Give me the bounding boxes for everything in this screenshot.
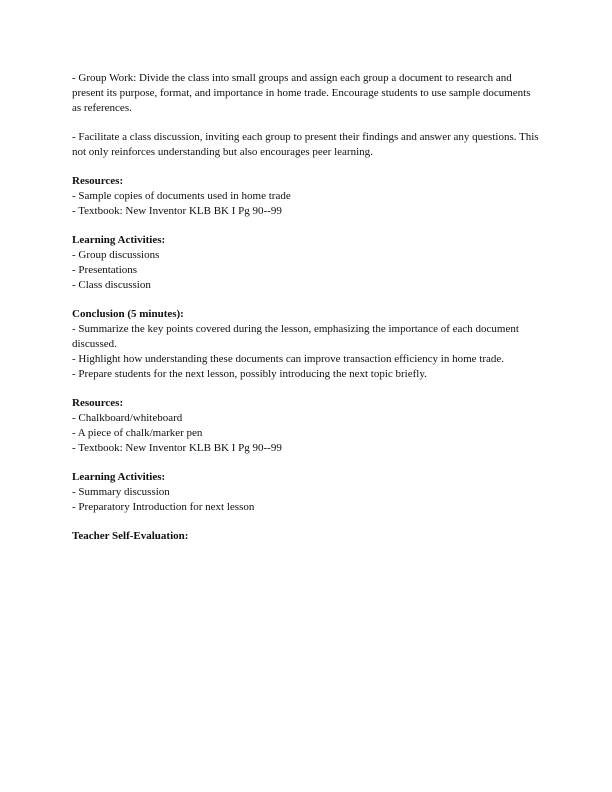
conclusion-heading: Conclusion (5 minutes):: [72, 308, 184, 320]
learning-activities-heading: Learning Activities:: [72, 471, 166, 483]
self-evaluation-heading: Teacher Self-Evaluation:: [72, 530, 189, 542]
list-item: - Class discussion: [72, 279, 151, 291]
learning-activities-section-1: [72, 233, 542, 293]
list-item: - Summary discussion: [72, 486, 170, 498]
list-item: - Preparatory Introduction for next lesson: [72, 501, 255, 513]
self-evaluation-section: [72, 529, 542, 544]
group-work-paragraph: - Group Work: Divide the class into small groups and assign each group a document to research and present its purpose, format, and importance in home trade. Encourage students to use sample documents as references.: [72, 72, 531, 114]
conclusion-section: [72, 307, 542, 382]
resources-heading: Resources:: [72, 175, 124, 187]
list-item: - Chalkboard/whiteboard: [72, 412, 183, 424]
facilitate-paragraph: - Facilitate a class discussion, inviting each group to present their findings and answer any questions. This not only reinforces understanding but also encourages peer learning.: [72, 131, 539, 158]
list-item: - Sample copies of documents used in home trade: [72, 190, 291, 202]
resources-heading: Resources:: [72, 397, 124, 409]
list-item: - Group discussions: [72, 249, 160, 261]
learning-activities-heading: Learning Activities:: [72, 234, 166, 246]
list-item: - Textbook: New Inventor KLB BK I Pg 90--99: [72, 205, 282, 217]
resources-section-1: [72, 174, 542, 219]
list-item: - Presentations: [72, 264, 138, 276]
document-page: [72, 71, 542, 558]
list-item: - Summarize the key points covered during the lesson, emphasizing the importance of each document discussed.: [72, 323, 519, 350]
list-item: - Prepare students for the next lesson, possibly introducing the next topic briefly.: [72, 368, 427, 380]
learning-activities-section-2: [72, 470, 542, 515]
list-item: - Textbook: New Inventor KLB BK I Pg 90--99: [72, 442, 282, 454]
list-item: - Highlight how understanding these documents can improve transaction efficiency in home trade.: [72, 353, 505, 365]
resources-section-2: [72, 396, 542, 456]
list-item: - A piece of chalk/marker pen: [72, 427, 203, 439]
